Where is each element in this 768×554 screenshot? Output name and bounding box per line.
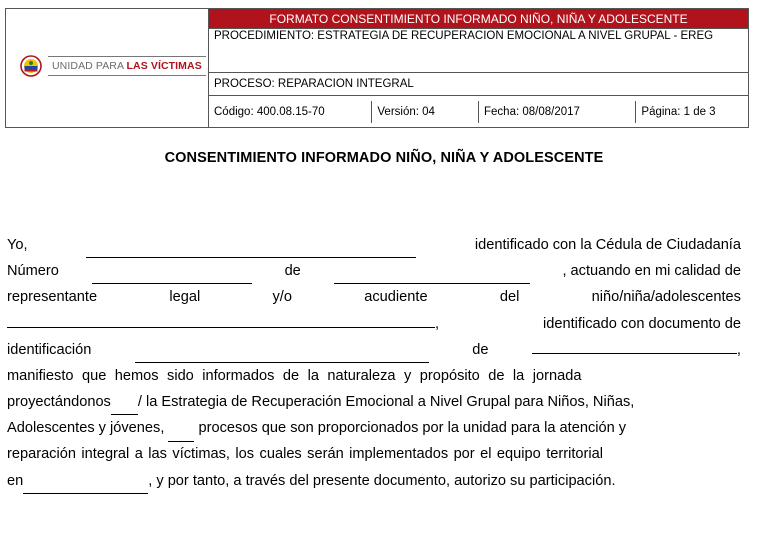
text-identificacion: identificación <box>7 341 92 358</box>
text-nino-nina: niño/niña/adolescentes <box>591 289 741 306</box>
body-line-1 <box>7 232 741 258</box>
territory-blank-field[interactable] <box>23 477 148 494</box>
form-title-band: FORMATO CONSENTIMIENTO INFORMADO NIÑO, NIÑA Y ADOLESCENTE <box>209 9 749 29</box>
unidad-victimas-logo <box>20 55 206 77</box>
colombia-seal-icon <box>20 55 42 77</box>
logo-wordmark <box>48 56 206 76</box>
text-reparacion: reparación integral a las víctimas, los cuales serán implementados por el equipo territorial <box>7 446 603 463</box>
body-line-6 <box>7 363 741 389</box>
child-document-place-blank-field[interactable] <box>532 337 737 354</box>
text-yo-slash: y/o <box>272 289 292 306</box>
text-en: en <box>7 472 24 489</box>
text-de-2: de <box>472 341 489 358</box>
body-line-3 <box>7 284 741 310</box>
text-manifiesto: manifiesto que hemos sido informados de la naturaleza y propósito de la jornada <box>7 367 582 384</box>
project-blank-field[interactable] <box>111 398 138 415</box>
logo-cell <box>6 9 209 128</box>
version-cell: Versión: 04 <box>372 101 479 123</box>
child-name-blank-field[interactable] <box>7 311 435 328</box>
text-yo: Yo, <box>7 236 28 253</box>
document-title: CONSENTIMIENTO INFORMADO NIÑO, NIÑA Y ADOLESCENTE <box>164 150 604 166</box>
youth-blank-field[interactable] <box>168 425 194 442</box>
name-blank-field[interactable] <box>86 241 416 258</box>
metadata-cell <box>209 96 749 128</box>
body-line-2 <box>7 258 741 284</box>
document-header-table <box>5 8 749 128</box>
procedure-cell: PROCEDIMIENTO: ESTRATEGIA DE RECUPERACION EMOCIONAL A NIVEL GRUPAL - EREG <box>209 29 749 73</box>
body-line-5 <box>7 337 741 363</box>
text-comma: , <box>435 315 440 332</box>
body-line-10 <box>7 468 741 494</box>
body-line-4 <box>7 311 741 337</box>
text-procesos: procesos que son proporcionados por la unidad para la atención y <box>198 420 627 437</box>
date-cell: Fecha: 08/08/2017 <box>479 101 636 123</box>
body-line-9 <box>7 442 741 468</box>
process-cell: PROCESO: REPARACION INTEGRAL <box>209 73 749 96</box>
body-line-8 <box>7 415 741 441</box>
text-acudiente: acudiente <box>364 289 428 306</box>
consent-body <box>7 232 741 494</box>
id-number-blank-field[interactable] <box>92 267 252 284</box>
text-de: de <box>284 263 301 280</box>
text-identificado-documento: identificado con documento de <box>543 315 741 332</box>
page-number-cell: Página: 1 de 3 <box>641 105 716 118</box>
code-cell: Código: 400.08.15-70 <box>209 101 372 123</box>
child-document-blank-field[interactable] <box>135 346 429 363</box>
text-adolescentes: Adolescentes y jóvenes, <box>7 420 165 437</box>
text-legal: legal <box>169 289 201 306</box>
text-comma-2: , <box>736 341 741 358</box>
logo-text-brand: LAS VÍCTIMAS <box>126 60 202 72</box>
text-autorizo: , y por tanto, a través del presente documento, autorizo su participación. <box>148 472 616 489</box>
text-estrategia: / la Estrategia de Recuperación Emocional a Nivel Grupal para Niños, Niñas, <box>137 394 635 411</box>
body-line-7 <box>7 389 741 415</box>
id-issued-place-blank-field[interactable] <box>334 267 530 284</box>
logo-text-plain: UNIDAD PARA <box>52 60 127 72</box>
text-identificado-cedula: identificado con la Cédula de Ciudadanía <box>474 236 741 253</box>
text-proyectandonos: proyectándonos <box>7 394 111 411</box>
text-actuando: , actuando en mi calidad de <box>562 263 741 280</box>
text-numero: Número <box>7 263 59 280</box>
text-del: del <box>499 289 520 306</box>
text-representante: representante <box>7 289 98 306</box>
